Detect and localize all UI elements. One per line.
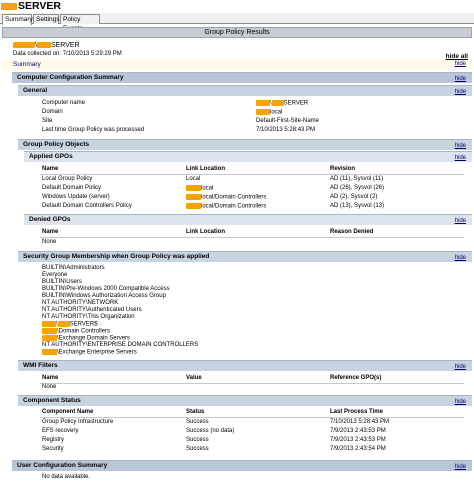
- redaction-mark: [186, 185, 201, 191]
- security-group-item: [42, 328, 110, 335]
- report-server-name: \ SERVER: [13, 42, 80, 49]
- redaction-mark: [186, 194, 201, 200]
- applied-row-revision: AD (26), Sysvol (26): [330, 185, 385, 191]
- security-group-item: Everyone: [42, 272, 68, 278]
- applied-col-link: Link Location: [186, 166, 225, 172]
- applied-gpos-header: [24, 151, 472, 162]
- divider: [40, 237, 464, 238]
- redaction-mark: [42, 349, 57, 355]
- server-title: SERVER: [18, 0, 61, 12]
- link-text: local/Domain Controllers: [201, 203, 267, 210]
- redaction-mark: [186, 203, 201, 209]
- redaction-mark: [58, 321, 70, 327]
- general-title: General: [23, 87, 48, 94]
- security-group-item: BUILTIN\Windows Authorization Access Group: [42, 293, 166, 299]
- divider: [40, 174, 464, 175]
- security-group-item: [42, 349, 137, 356]
- hide-all-link[interactable]: hide all: [445, 53, 468, 60]
- group-text: \Exchange Enterprise Servers: [57, 349, 137, 356]
- component-col-name: Component Name: [42, 409, 94, 415]
- wmi-none: None: [42, 384, 57, 390]
- component-row-name: Security: [42, 446, 64, 452]
- component-row-time: 7/9/2013 2:43:54 PM: [330, 446, 386, 452]
- group-text: \Exchange Domain Servers: [57, 335, 131, 342]
- applied-row-link: [186, 194, 266, 201]
- summary-bar: [2, 60, 472, 70]
- applied-col-revision: Revision: [330, 166, 356, 172]
- component-row-time: 7/10/2013 5:28:43 PM: [330, 419, 390, 425]
- redaction-mark: [1, 3, 17, 10]
- security-groups-header: [18, 251, 472, 262]
- computer-config-header: [12, 72, 472, 83]
- security-group-item: NT AUTHORITY\Authenticated Users: [42, 307, 142, 313]
- gpo-hide-link[interactable]: hide: [454, 143, 466, 149]
- denied-col-reason: Reason Denied: [330, 229, 374, 235]
- denied-gpos-header: [24, 214, 472, 225]
- component-row-name: Registry: [42, 437, 65, 443]
- security-group-item: BUILTIN\Pre-Windows 2000 Compatible Access: [42, 286, 170, 292]
- user-no-data: No data available.: [42, 474, 91, 480]
- general-value-domain: [256, 109, 282, 116]
- redaction-mark: [42, 335, 57, 341]
- applied-row-link: Local: [186, 176, 201, 182]
- wmi-col-value: Value: [186, 375, 202, 381]
- redaction-mark: [13, 42, 35, 48]
- window-title: [0, 0, 474, 13]
- link-text: local: [201, 185, 214, 192]
- applied-gpos-title: Applied GPOs: [29, 153, 73, 160]
- wmi-filters-hide-link[interactable]: hide: [454, 364, 466, 370]
- wmi-filters-title: WMI Filters: [23, 362, 58, 369]
- component-col-status: Status: [186, 409, 205, 415]
- component-row-name: EFS recovery: [42, 428, 79, 434]
- wmi-col-reference: Reference GPO(s): [330, 375, 382, 381]
- general-label-site: Site: [42, 118, 53, 124]
- summary-label: Summary: [13, 61, 41, 68]
- computer-config-title: Computer Configuration Summary: [17, 74, 124, 81]
- security-group-item: BUILTIN\Users: [42, 279, 82, 285]
- gpo-title: Group Policy Objects: [23, 141, 90, 148]
- collected-timestamp: Data collected on: 7/10/2013 5:29:29 PM: [13, 51, 122, 57]
- component-row-status: Success: [186, 446, 209, 452]
- security-group-item: NT AUTHORITY\NETWORK: [42, 300, 119, 306]
- redaction-mark: [42, 328, 57, 334]
- denied-col-link: Link Location: [186, 229, 225, 235]
- divider: [40, 417, 464, 418]
- applied-row-link: [186, 185, 213, 192]
- denied-gpos-title: Denied GPOs: [29, 216, 71, 223]
- general-label-last-processed: Last time Group Policy was processed: [42, 127, 145, 133]
- component-status-header: [18, 395, 472, 406]
- link-text: local/Domain Controllers: [201, 194, 267, 201]
- component-row-time: 7/9/2013 2:43:53 PM: [330, 437, 386, 443]
- applied-row-revision: AD (11), Sysvol (11): [330, 176, 384, 182]
- general-header: [18, 85, 472, 96]
- results-title-bar: [2, 27, 472, 38]
- security-group-item: \ SERVER$: [42, 321, 98, 328]
- general-label-domain: Domain: [42, 109, 63, 115]
- tab-summary[interactable]: Summary: [2, 14, 32, 25]
- applied-row-revision: AD (13), Sysvol (13): [330, 203, 385, 209]
- tab-settings[interactable]: Settings: [33, 14, 59, 24]
- redaction-mark: [256, 109, 270, 115]
- user-config-header: [12, 460, 472, 471]
- tab-bar: [0, 13, 474, 24]
- security-groups-title: Security Group Membership when Group Policy was applied: [23, 253, 210, 260]
- results-title: Group Policy Results: [204, 29, 270, 36]
- redaction-mark: [272, 100, 284, 106]
- general-value-site: Default-First-Site-Name: [256, 118, 320, 124]
- general-value-computer-name: \ SERVER: [256, 100, 308, 107]
- user-config-title: User Configuration Summary: [17, 462, 108, 469]
- gpo-header: [18, 139, 472, 150]
- component-row-status: Success: [186, 437, 209, 443]
- applied-row-name: Default Domain Controllers Policy: [42, 203, 132, 209]
- component-col-time: Last Process Time: [330, 409, 383, 415]
- applied-row-revision: AD (2), Sysvol (2): [330, 194, 378, 200]
- denied-none: None: [42, 239, 57, 245]
- redaction-mark: [37, 42, 51, 48]
- computer-config-hide-link[interactable]: hide: [454, 76, 466, 82]
- denied-gpos-hide-link[interactable]: hide: [454, 218, 466, 224]
- summary-hide-link[interactable]: hide: [454, 61, 466, 67]
- computer-name-text: SERVER: [283, 100, 309, 107]
- user-config-hide-link[interactable]: hide: [454, 464, 466, 470]
- component-row-status: Success: [186, 419, 209, 425]
- security-group-item: BUILTIN\Administrators: [42, 265, 105, 271]
- applied-gpos-hide-link[interactable]: hide: [454, 155, 466, 161]
- wmi-filters-header: [18, 360, 472, 371]
- applied-row-name: Windows Update (server): [42, 194, 110, 200]
- component-row-time: 7/9/2013 2:43:53 PM: [330, 428, 386, 434]
- redaction-mark: [256, 100, 270, 106]
- denied-col-name: Name: [42, 229, 59, 235]
- applied-col-name: Name: [42, 166, 59, 172]
- general-hide-link[interactable]: hide: [454, 89, 466, 95]
- applied-row-link: [186, 203, 266, 210]
- applied-row-name: Default Domain Policy: [42, 185, 102, 191]
- security-group-item: NT AUTHORITY\This Organization: [42, 314, 135, 320]
- redaction-mark: [42, 321, 56, 327]
- security-group-item: [42, 335, 130, 342]
- domain-text: local: [270, 109, 283, 116]
- general-label-computer-name: Computer name: [42, 100, 86, 106]
- server-name-text: SERVER: [50, 42, 80, 49]
- general-value-last-processed: 7/10/2013 5:28:43 PM: [256, 127, 316, 133]
- wmi-col-name: Name: [42, 375, 59, 381]
- security-group-item: NT AUTHORITY\ENTERPRISE DOMAIN CONTROLLERS: [42, 342, 199, 348]
- applied-row-name: Local Group Policy: [42, 176, 93, 182]
- component-row-status: Success (no data): [186, 428, 235, 434]
- tab-policy-events[interactable]: Policy: [60, 14, 100, 24]
- group-text: \Domain Controllers: [57, 328, 111, 335]
- group-text: SERVER$: [69, 321, 98, 328]
- component-status-hide-link[interactable]: hide: [454, 399, 466, 405]
- component-status-title: Component Status: [23, 397, 81, 404]
- divider: [40, 383, 464, 384]
- security-groups-hide-link[interactable]: hide: [454, 255, 466, 261]
- component-row-name: Group Policy Infrastructure: [42, 419, 114, 425]
